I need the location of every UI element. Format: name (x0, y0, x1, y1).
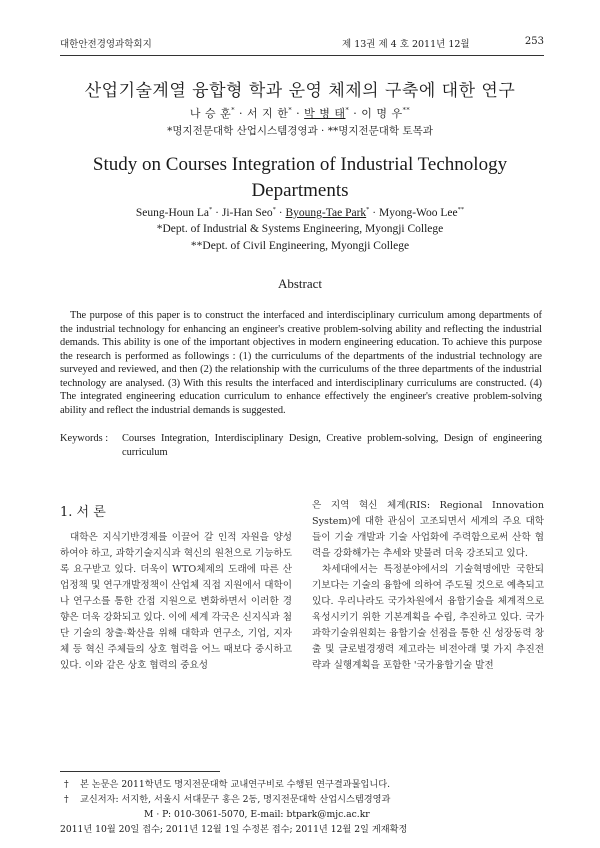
issue-info: 제 13권 제 4 호 2011년 12월 (342, 39, 470, 50)
footnote-funding (60, 777, 544, 792)
author-separator: · (353, 107, 358, 120)
paragraph: 대학은 지식기반경제를 이끌어 갈 인적 자원을 양성하여야 하고, 과학기술지식과 혁신의 원천으로 기능하도록 요구받고 있다. 더욱이 WTO체제의 도래에 따른 산업정책 및 연구개발정책이 산업체 직접 지원에서 대학이나 연구소를 통한 간접 지원으로 변화하면서 이러한 경향은 더욱 강화되고 있다. 이에 세계 각국은 신지식과 첨단 기술의 창출·확산을 위해 대학과 연구소, 기업, 지자체 등 혁신 주체들의 상호 협력을 어느 때보다 중시하고 있다. 이와 같은 상호 협력의 중요성 (60, 532, 292, 671)
page-number: 253 (524, 36, 544, 47)
keywords (60, 432, 542, 460)
author-mark: * (345, 106, 350, 114)
author-separator: · (215, 207, 219, 219)
dagger-marker: † (64, 794, 69, 805)
author-name: 서 지 한 (247, 107, 289, 120)
paragraph: 차세대에서는 특정분야에서의 기술혁명에만 국한되기보다는 기술의 융합에 의하여 주도될 것으로 예측되고 있다. 우리나라도 국가차원에서 융합기술을 체계적으로 육성시키기 위한 기본계획을 수립, 추진하고 있다. 국가과학기술위원회는 융합기술 선점을 통한 신 성장동력 창출 및 글로벌경쟁력 제고라는 비전아래 몇 가지 추진전략과 실행계획을 포함한 '국가융합기술 발전 (312, 564, 544, 671)
affiliation-english-1: *Dept. of Industrial & Systems Engineering, Myongji College (156, 223, 444, 235)
header-rule (60, 55, 544, 56)
author-separator: · (239, 107, 243, 120)
author-mark: * (231, 106, 235, 114)
journal-name: 대한안전경영과학회지 (60, 39, 152, 50)
abstract-body: The purpose of this paper is to construct the interfaced and interdisciplinary curriculum among departments of the industrial technology for enhancing an engineer's creative problem-solving ability and reflecting the industrial demands. This ability is one of the important objectives in modern engineering education. To achieve this purpose the research is performed as followings : (1) the curriculums of the departments of the industrial technology are surveyed and reviewed, and then (2) the relationship with the curriculums of the three departments of the industrial technology are analysed. (3) With this results the interfaced and interdisciplinary curriculums are constructed. (4) The integrated engineering education curriculum to enhance effectively the engineer's creative problem-solving ability and reflect the industrial demands is suggested. (60, 310, 542, 416)
author-mark: ** (457, 206, 465, 213)
author-separator: · (296, 107, 301, 120)
title-korean: 산업기술계열 융합형 학과 운영 체제의 구축에 대한 연구 (84, 81, 516, 101)
affiliation-english-2: **Dept. of Civil Engineering, Myongji College (190, 240, 410, 252)
title-english-line2: Departments (251, 180, 349, 201)
footnotes (60, 777, 544, 837)
dagger-marker: † (64, 779, 69, 790)
title-english-line1: Study on Courses Integration of Industrial Technology (92, 154, 508, 175)
footnote-rule (60, 771, 220, 772)
footnote-text: 본 논문은 2011학년도 명지전문대학 교내연구비로 수행된 연구결과물입니다. (80, 779, 391, 790)
footnote-text: 교신저자: 서지한, 서울시 서대문구 홍은 2동, 명지전문대학 산업시스템경영과 (80, 794, 391, 805)
running-header (60, 36, 544, 52)
keywords-label: Keywords : (60, 433, 109, 444)
author-name: Myong-Woo Lee (379, 207, 458, 219)
author-mark: * (366, 206, 370, 213)
author-mark: * (288, 106, 293, 114)
author-name: Seung-Houn La (135, 207, 210, 219)
authors-english (30, 206, 570, 219)
body-column-left (60, 530, 292, 674)
section-heading-introduction: 1. 서 론 (60, 505, 106, 520)
affiliation-korean: *명지전문대학 산업시스템경영과 · **명지전문대학 토목과 (167, 125, 433, 137)
author-separator: · (372, 207, 377, 219)
author-mark: * (209, 206, 213, 213)
footnote-contact: M · P: 010-3061-5070, E-mail: btpark@mjc.ac.kr (144, 809, 370, 820)
corresponding-author-name: 박 병 태 (304, 107, 346, 120)
author-separator: · (278, 207, 283, 219)
author-name: 나 승 훈 (189, 107, 232, 120)
keywords-list: Courses Integration, Interdisciplinary Design, Creative problem-solving, Design of engineering curriculum (122, 433, 542, 458)
author-mark: ** (402, 106, 411, 114)
abstract-heading: Abstract (277, 276, 323, 291)
paragraph: 은 지역 혁신 체계(RIS: Regional Innovation System)에 대한 관심이 고조되면서 세계의 주요 대학들이 기술 개발과 기술 사업화에 주력함으로써 산학 협력을 강화해가는 추세와 맞물려 더욱 강조되고 있다. (312, 500, 544, 559)
footnote-corresponding (60, 792, 544, 807)
body-column-right (312, 498, 544, 674)
author-name: Ji-Han Seo (221, 207, 273, 219)
footnote-dates: 2011년 10월 20일 접수; 2011년 12월 1일 수정본 접수; 2011년 12월 2일 게재확정 (60, 824, 408, 835)
corresponding-author-name: Byoung-Tae Park (285, 207, 367, 219)
authors-korean (30, 105, 570, 121)
author-mark: * (272, 206, 276, 213)
author-name: 이 명 우 (361, 107, 403, 120)
